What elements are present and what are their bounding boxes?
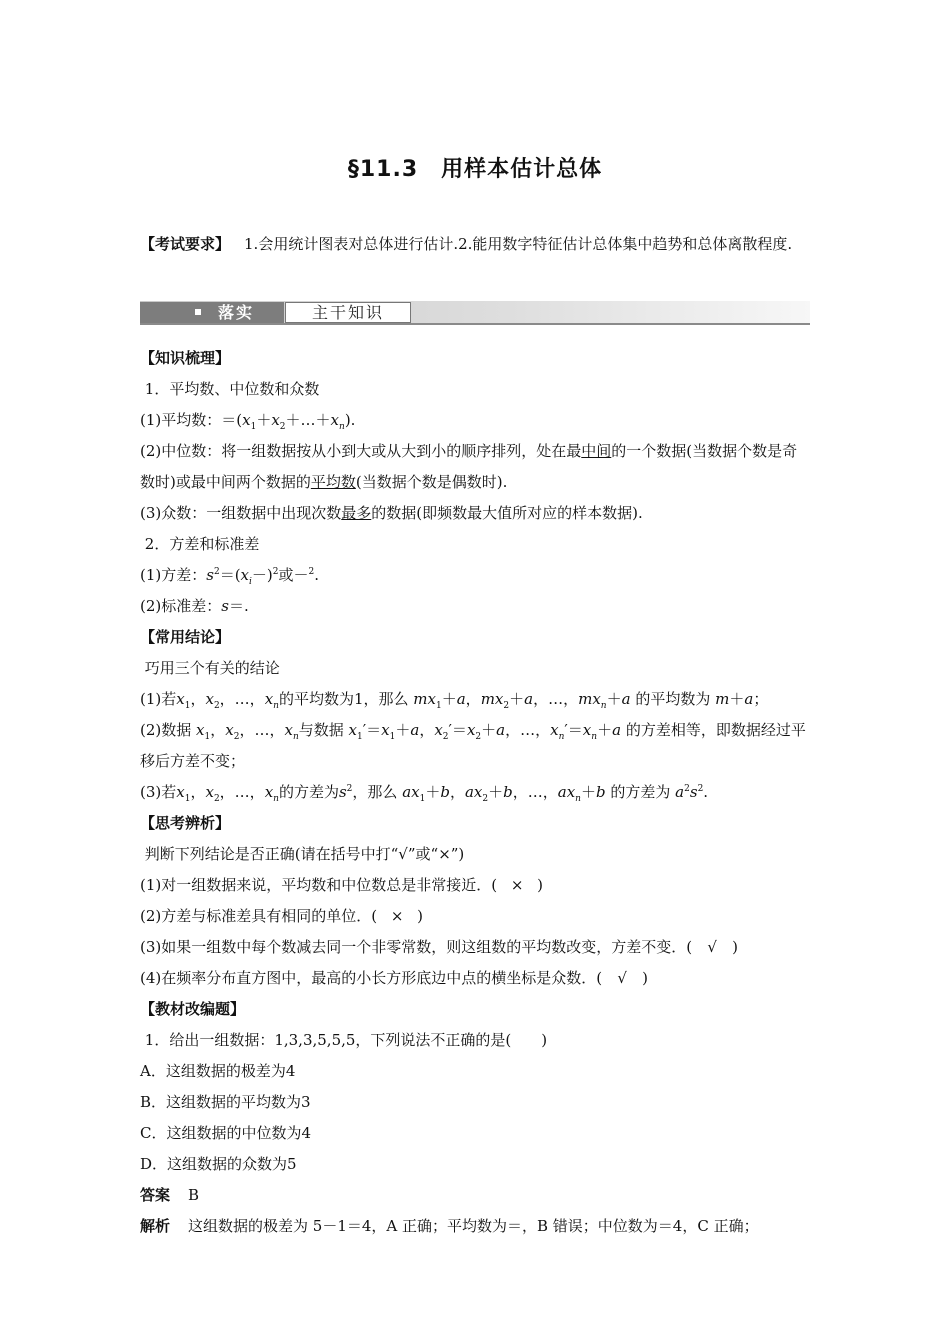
conclusion-1: (1)若$x_1$，$x_2$，…，$x_n$的平均数为1，那么 $mx_1+a$，$mx_2+a$，…，$mx_n+a$ 的平均数为 m＋a； (140, 690, 769, 711)
exercise-question: 1．给出一组数据：1,3,3,5,5,5，下列说法不正确的是( ) (144, 1031, 548, 1049)
judgement-item: (3)如果一组数中每个数减去同一个非零常数，则这组数的平均数改变，方差不变．( √ ) (140, 932, 810, 963)
page-title: §11.3 用样本估计总体 (347, 157, 603, 182)
square-bullet-icon (195, 309, 201, 315)
conclusions-intro: 巧用三个有关的结论 (144, 659, 280, 677)
blank-answer-median: 中间 (581, 442, 612, 460)
section-header-textbook: 【教材改编题】 (140, 1000, 246, 1018)
exercise-option: B．这组数据的平均数为3 (140, 1093, 311, 1111)
knowledge-heading-2: 2．方差和标准差 (144, 535, 260, 553)
answer-label: 答案 (140, 1186, 171, 1204)
banner-tab-zhuganzhishi: 主干知识 (285, 302, 411, 323)
judgement-item: (2)方差与标准差具有相同的单位．( × ) (140, 901, 810, 932)
analysis-label: 解析 (140, 1217, 171, 1235)
blank-answer-average: 平均数 (310, 473, 356, 491)
exercise-answer (140, 1180, 810, 1211)
exercise-option: D．这组数据的众数为5 (140, 1155, 297, 1173)
judgement-item: (1)对一组数据来说，平均数和中位数总是非常接近．( × ) (140, 870, 810, 901)
section-header-thinking: 【思考辨析】 (140, 814, 231, 832)
std-definition: (2)标准差：s＝. (140, 597, 249, 615)
exercise-option: A．这组数据的极差为4 (140, 1062, 296, 1080)
section-header-conclusions: 【常用结论】 (140, 628, 231, 646)
answer-mark: × (390, 907, 404, 925)
section-header-knowledge: 【知识梳理】 (140, 349, 231, 367)
knowledge-heading-1: 1．平均数、中位数和众数 (144, 380, 320, 398)
conclusion-3: (3)若$x_1$，$x_2$，…，$x_n$的方差为$s^2$，那么 $ax_1+b$，$ax_2+b$，…，$ax_n+b$ 的方差为 $a^2s^2$. (140, 783, 709, 804)
analysis-text: 这组数据的极差为 5－1＝4，A 正确；平均数为＝，B 错误；中位数为＝4，C 正确； (188, 1217, 759, 1235)
banner-divider (140, 323, 810, 325)
exercise-analysis (140, 1211, 810, 1242)
median-definition: (2)中位数：将一组数据按从小到大或从大到小的顺序排列，处在最中间的一个数据(当数据个数是奇数时)或最中间两个数据的平均数(当数据个数是偶数时). (140, 442, 798, 491)
judgement-item: (4)在频率分布直方图中，最高的小长方形底边中点的横坐标是众数．( √ ) (140, 963, 810, 994)
requirement-label: 【考试要求】 (140, 235, 231, 253)
exam-requirement (140, 228, 810, 261)
mean-definition: (1)平均数：$=(x_1+x_2+\dots+x_n)$. (140, 411, 356, 432)
mode-definition: (3)众数：一组数据中出现次数最多的数据(即频数最大值所对应的样本数据). (140, 504, 643, 522)
variance-definition: (1)方差：$s^2=(x_i-)^2$或－$^2$. (140, 566, 320, 587)
banner-tab-luoshi: 落实 (140, 302, 284, 323)
main-body (140, 343, 810, 1242)
answer-value: B (188, 1186, 200, 1204)
thinking-intro: 判断下列结论是否正确(请在括号中打“√”或“×”) (144, 845, 465, 863)
blank-answer-most: 最多 (341, 504, 372, 522)
answer-mark: × (510, 876, 524, 894)
answer-mark: √ (707, 938, 717, 956)
answer-mark: √ (617, 969, 627, 987)
requirement-text: 1.会用统计图表对总体进行估计.2.能用数字特征估计总体集中趋势和总体离散程度. (244, 235, 793, 253)
section-banner (140, 301, 810, 325)
conclusion-2: (2)数据 $x_1$，$x_2$，…，$x_n$与数据 $x_1'=x_1+a$，$x_2'=x_2+a$，…，$x_n'=x_n+a$ 的方差相等，即数据经过平移后方差不变； (140, 721, 806, 770)
exercise-option: C．这组数据的中位数为4 (140, 1124, 312, 1142)
